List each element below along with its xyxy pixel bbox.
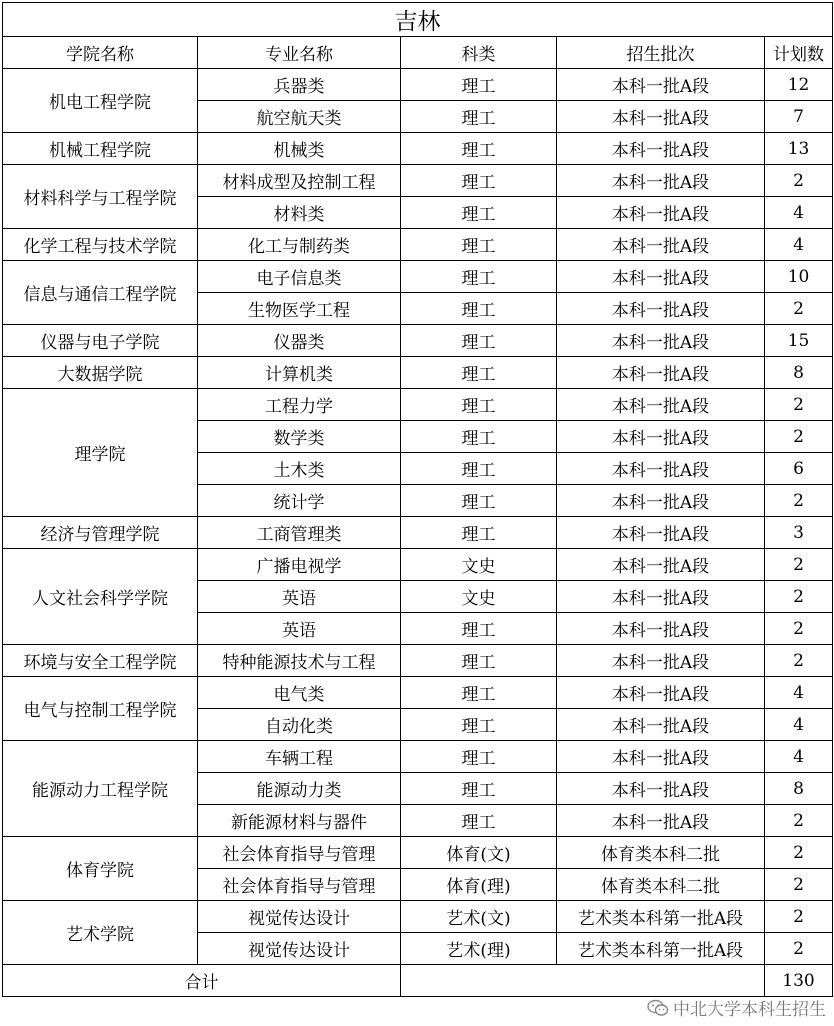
batch-cell: 本科一批A段 [557,517,765,549]
major-name-cell: 统计学 [198,485,401,517]
batch-cell: 本科一批A段 [557,645,765,677]
major-name-cell: 机械类 [198,133,401,165]
category-cell: 理工 [401,261,557,293]
batch-cell: 本科一批A段 [557,325,765,357]
college-name-cell: 信息与通信工程学院 [3,261,198,325]
category-cell: 理工 [401,773,557,805]
major-name-cell: 车辆工程 [198,741,401,773]
college-name-cell: 环境与安全工程学院 [3,645,198,677]
major-name-cell: 电子信息类 [198,261,401,293]
header-college: 学院名称 [3,37,198,69]
batch-cell: 本科一批A段 [557,741,765,773]
table-row [3,357,833,389]
category-cell: 理工 [401,741,557,773]
plan-count-cell: 4 [765,741,833,773]
major-name-cell: 仪器类 [198,325,401,357]
table-row [3,261,833,293]
major-name-cell: 土木类 [198,453,401,485]
category-cell: 理工 [401,165,557,197]
header-category: 科类 [401,37,557,69]
college-name-cell: 仪器与电子学院 [3,325,198,357]
major-name-cell: 兵器类 [198,69,401,101]
category-cell: 理工 [401,325,557,357]
batch-cell: 本科一批A段 [557,389,765,421]
table-row [3,517,833,549]
plan-count-cell: 4 [765,677,833,709]
plan-count-cell: 4 [765,197,833,229]
plan-count-cell: 15 [765,325,833,357]
major-name-cell: 材料成型及控制工程 [198,165,401,197]
table-row [3,229,833,261]
category-cell: 文史 [401,549,557,581]
batch-cell: 本科一批A段 [557,197,765,229]
major-name-cell: 英语 [198,613,401,645]
major-name-cell: 化工与制药类 [198,229,401,261]
plan-count-cell: 7 [765,101,833,133]
batch-cell: 本科一批A段 [557,453,765,485]
category-cell: 理工 [401,645,557,677]
total-value: 130 [765,965,833,997]
plan-count-cell: 2 [765,869,833,901]
plan-count-cell: 2 [765,389,833,421]
college-name-cell: 人文社会科学学院 [3,549,198,645]
category-cell: 理工 [401,69,557,101]
batch-cell: 本科一批A段 [557,613,765,645]
category-cell: 理工 [401,485,557,517]
college-name-cell: 大数据学院 [3,357,198,389]
college-name-cell: 理学院 [3,389,198,517]
table-title: 吉林 [3,3,833,37]
category-cell: 理工 [401,453,557,485]
major-name-cell: 特种能源技术与工程 [198,645,401,677]
major-name-cell: 航空航天类 [198,101,401,133]
category-cell: 理工 [401,613,557,645]
table-row [3,389,833,421]
category-cell: 理工 [401,293,557,325]
college-name-cell: 材料科学与工程学院 [3,165,198,229]
batch-cell: 本科一批A段 [557,165,765,197]
category-cell: 体育(理) [401,869,557,901]
batch-cell: 本科一批A段 [557,357,765,389]
batch-cell: 本科一批A段 [557,261,765,293]
major-name-cell: 电气类 [198,677,401,709]
batch-cell: 艺术类本科第一批A段 [557,901,765,933]
plan-count-cell: 2 [765,837,833,869]
batch-cell: 体育类本科二批 [557,837,765,869]
plan-count-cell: 4 [765,709,833,741]
college-name-cell: 化学工程与技术学院 [3,229,198,261]
plan-count-cell: 8 [765,357,833,389]
total-row [3,965,833,997]
plan-count-cell: 2 [765,933,833,965]
plan-count-cell: 2 [765,805,833,837]
college-name-cell: 能源动力工程学院 [3,741,198,837]
college-name-cell: 体育学院 [3,837,198,901]
table-row [3,165,833,197]
major-name-cell: 视觉传达设计 [198,901,401,933]
category-cell: 理工 [401,709,557,741]
major-name-cell: 广播电视学 [198,549,401,581]
batch-cell: 本科一批A段 [557,229,765,261]
major-name-cell: 生物医学工程 [198,293,401,325]
plan-count-cell: 10 [765,261,833,293]
table-row [3,325,833,357]
category-cell: 理工 [401,421,557,453]
plan-count-cell: 2 [765,165,833,197]
major-name-cell: 新能源材料与器件 [198,805,401,837]
category-cell: 理工 [401,517,557,549]
header-row [3,37,833,69]
table-row [3,645,833,677]
major-name-cell: 社会体育指导与管理 [198,869,401,901]
plan-count-cell: 13 [765,133,833,165]
table-row [3,677,833,709]
batch-cell: 本科一批A段 [557,69,765,101]
table-row [3,549,833,581]
plan-count-cell: 3 [765,517,833,549]
category-cell: 理工 [401,229,557,261]
table-row [3,133,833,165]
plan-count-cell: 2 [765,421,833,453]
college-name-cell: 机械工程学院 [3,133,198,165]
plan-count-cell: 2 [765,645,833,677]
batch-cell: 体育类本科二批 [557,869,765,901]
major-name-cell: 工商管理类 [198,517,401,549]
category-cell: 体育(文) [401,837,557,869]
plan-count-cell: 12 [765,69,833,101]
batch-cell: 本科一批A段 [557,581,765,613]
plan-count-cell: 2 [765,293,833,325]
total-empty-cell [401,965,765,997]
batch-cell: 本科一批A段 [557,485,765,517]
major-name-cell: 材料类 [198,197,401,229]
table-row [3,901,833,933]
major-name-cell: 能源动力类 [198,773,401,805]
total-label: 合计 [3,965,401,997]
category-cell: 理工 [401,197,557,229]
batch-cell: 本科一批A段 [557,549,765,581]
category-cell: 理工 [401,101,557,133]
category-cell: 理工 [401,133,557,165]
header-plan: 计划数 [765,37,833,69]
batch-cell: 本科一批A段 [557,805,765,837]
table-row [3,741,833,773]
watermark-text: 中北大学本科生招生 [673,1000,826,1020]
batch-cell: 本科一批A段 [557,421,765,453]
batch-cell: 本科一批A段 [557,293,765,325]
plan-count-cell: 6 [765,453,833,485]
admission-plan-table [2,2,833,997]
plan-count-cell: 8 [765,773,833,805]
batch-cell: 本科一批A段 [557,101,765,133]
plan-count-cell: 4 [765,229,833,261]
category-cell: 理工 [401,677,557,709]
batch-cell: 本科一批A段 [557,709,765,741]
category-cell: 理工 [401,389,557,421]
plan-count-cell: 2 [765,549,833,581]
major-name-cell: 社会体育指导与管理 [198,837,401,869]
major-name-cell: 工程力学 [198,389,401,421]
plan-count-cell: 2 [765,901,833,933]
college-name-cell: 艺术学院 [3,901,198,965]
category-cell: 理工 [401,357,557,389]
major-name-cell: 自动化类 [198,709,401,741]
plan-count-cell: 2 [765,485,833,517]
plan-count-cell: 2 [765,613,833,645]
major-name-cell: 英语 [198,581,401,613]
college-name-cell: 机电工程学院 [3,69,198,133]
header-batch: 招生批次 [557,37,765,69]
batch-cell: 艺术类本科第一批A段 [557,933,765,965]
header-major: 专业名称 [198,37,401,69]
major-name-cell: 计算机类 [198,357,401,389]
batch-cell: 本科一批A段 [557,773,765,805]
college-name-cell: 经济与管理学院 [3,517,198,549]
major-name-cell: 数学类 [198,421,401,453]
table-row [3,837,833,869]
table-row [3,69,833,101]
batch-cell: 本科一批A段 [557,677,765,709]
category-cell: 艺术(文) [401,901,557,933]
plan-count-cell: 2 [765,581,833,613]
category-cell: 文史 [401,581,557,613]
batch-cell: 本科一批A段 [557,133,765,165]
title-row [3,3,833,37]
wechat-icon [647,999,669,1017]
category-cell: 艺术(理) [401,933,557,965]
watermark [647,995,826,1020]
category-cell: 理工 [401,805,557,837]
college-name-cell: 电气与控制工程学院 [3,677,198,741]
major-name-cell: 视觉传达设计 [198,933,401,965]
